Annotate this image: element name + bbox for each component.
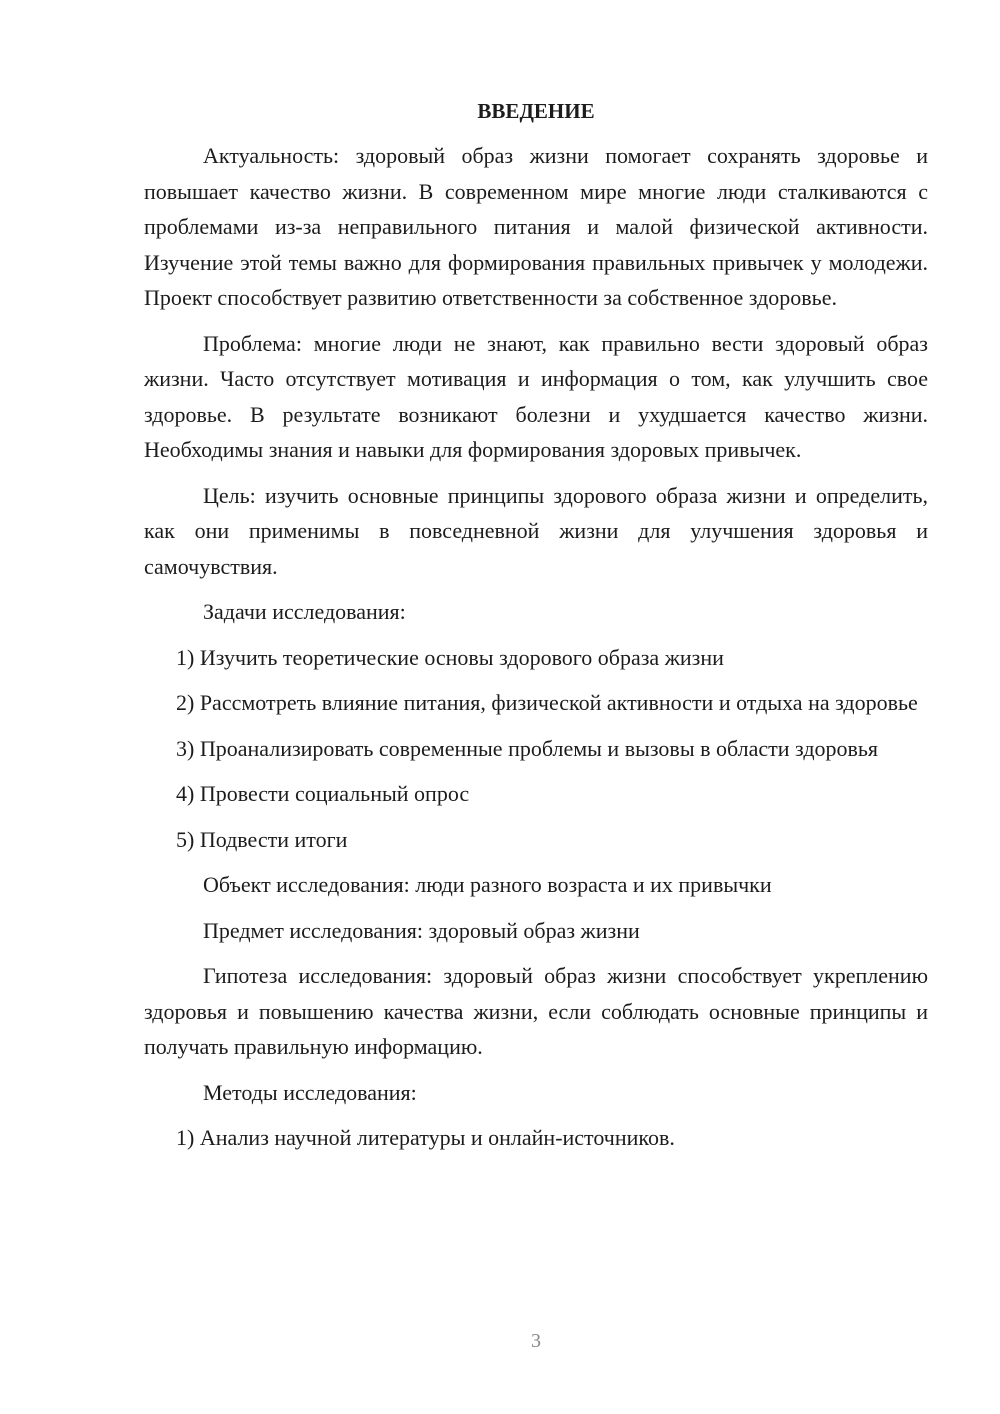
document-page <box>144 96 928 1166</box>
methods-heading: Методы исследования: <box>203 1079 417 1105</box>
method-item: 1) Анализ научной литературы и онлайн-источников. <box>176 1125 675 1150</box>
hypothesis-paragraph: Гипотеза исследования: здоровый образ жизни способствует укреплению здоровья и повышению качества жизни, если соблюдать основные принципы и получать правильную информацию. <box>144 963 928 1059</box>
relevance-paragraph: Актуальность: здоровый образ жизни помогает сохранять здоровье и повышает качество жизни. В современном мире многие люди сталкиваются с проблемами из-за неправильного питания и малой физической активности. Изучение этой темы важно для формирования правильных привычек у молодежи. Проект способствует развитию ответственности за собственное здоровье. <box>144 143 928 310</box>
page-number: 3 <box>531 1330 541 1352</box>
task-item: 2) Рассмотреть влияние питания, физической активности и отдыха на здоровье <box>176 690 918 715</box>
task-item: 4) Провести социальный опрос <box>176 781 470 806</box>
task-item: 5) Подвести итоги <box>176 826 348 852</box>
problem-paragraph: Проблема: многие люди не знают, как правильно вести здоровый образ жизни. Часто отсутствует мотивация и информация о том, как улучшить свое здоровье. В результате возникают болезни и ухудшается качество жизни. Необходимы знания и навыки для формирования здоровых привычек. <box>144 330 928 462</box>
task-item: 1) Изучить теоретические основы здорового образа жизни <box>176 644 724 670</box>
task-item: 3) Проанализировать современные проблемы и вызовы в области здоровья <box>176 735 879 761</box>
goal-paragraph: Цель: изучить основные принципы здорового образа жизни и определить, как они применимы в повседневной жизни для улучшения здоровья и самочувствия. <box>144 482 928 579</box>
tasks-heading: Задачи исследования: <box>203 599 406 624</box>
section-heading: ВВЕДЕНИЕ <box>477 99 595 123</box>
research-object: Объект исследования: люди разного возраста и их привычки <box>203 872 772 897</box>
research-subject: Предмет исследования: здоровый образ жизни <box>203 917 640 943</box>
